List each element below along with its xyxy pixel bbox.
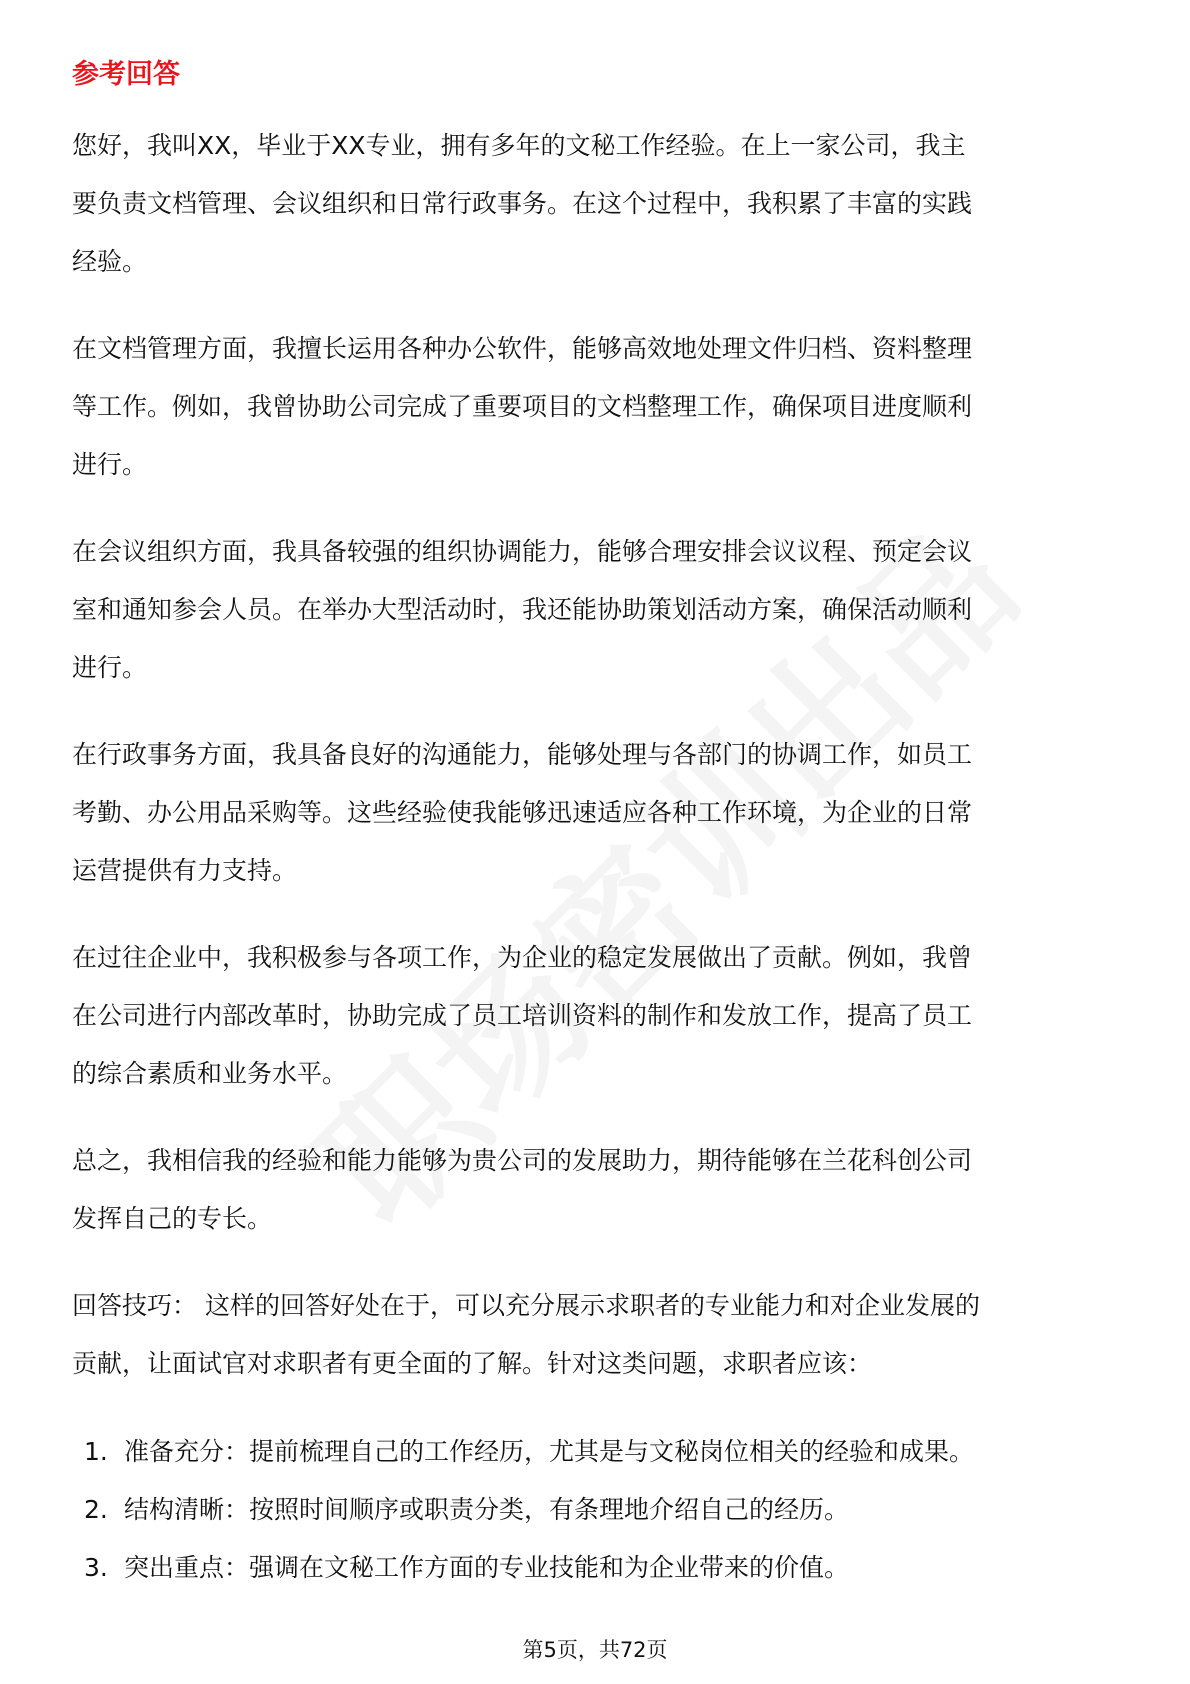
text-line: 在过往企业中，我积极参与各项工作，为企业的稳定发展做出了贡献。例如，我曾 <box>72 943 973 972</box>
text-line: 要负责文档管理、会议组织和日常行政事务。在这个过程中，我积累了丰富的实践 <box>72 189 973 218</box>
section-title: 参考回答 <box>72 59 180 90</box>
text-line: 贡献，让面试官对求职者有更全面的了解。针对这类问题，求职者应该： <box>72 1349 873 1378</box>
text-line: 总之，我相信我的经验和能力能够为贵公司的发展助力，期待能够在兰花科创公司 <box>72 1146 973 1175</box>
list-item <box>84 1423 974 1481</box>
list-text: 准备充分：提前梳理自己的工作经历，尤其是与文秘岗位相关的经验和成果。 <box>124 1437 975 1466</box>
list-number: 2. <box>84 1495 108 1524</box>
text-line: 在行政事务方面，我具备良好的沟通能力，能够处理与各部门的协调工作，如员工 <box>72 740 973 769</box>
paragraph-contribution <box>72 929 972 1103</box>
list-item <box>84 1481 849 1539</box>
list-number: 3. <box>84 1553 108 1582</box>
text-line: 室和通知参会人员。在举办大型活动时，我还能协助策划活动方案，确保活动顺利 <box>72 595 973 624</box>
paragraph-summary <box>72 1132 972 1248</box>
text-line: 发挥自己的专长。 <box>72 1204 273 1233</box>
text-line: 的综合素质和业务水平。 <box>72 1059 348 1088</box>
text-line: 等工作。例如，我曾协助公司完成了重要项目的文档整理工作，确保项目进度顺利 <box>72 392 973 421</box>
list-text: 结构清晰：按照时间顺序或职责分类，有条理地介绍自己的经历。 <box>124 1495 850 1524</box>
list-number: 1. <box>84 1437 108 1466</box>
list-item <box>84 1539 849 1597</box>
paragraph-documents <box>72 320 972 494</box>
text-line: 在会议组织方面，我具备较强的组织协调能力，能够合理安排会议议程、预定会议 <box>72 537 973 566</box>
list-text: 突出重点：强调在文秘工作方面的专业技能和为企业带来的价值。 <box>124 1553 850 1582</box>
paragraph-admin <box>72 726 972 900</box>
text-line: 进行。 <box>72 450 148 479</box>
page-number: 第5页，共72页 <box>522 1638 668 1662</box>
text-line: 您好，我叫XX，毕业于XX专业，拥有多年的文秘工作经验。在上一家公司，我主 <box>72 131 966 160</box>
text-line: 经验。 <box>72 247 148 276</box>
paragraph-meetings <box>72 523 972 697</box>
text-line: 运营提供有力支持。 <box>72 856 298 885</box>
text-line: 进行。 <box>72 653 148 682</box>
text-line: 回答技巧： 这样的回答好处在于，可以充分展示求职者的专业能力和对企业发展的 <box>72 1291 980 1320</box>
paragraph-tips <box>72 1277 980 1393</box>
text-line: 考勤、办公用品采购等。这些经验使我能够迅速适应各种工作环境，为企业的日常 <box>72 798 973 827</box>
paragraph-intro <box>72 117 972 291</box>
text-line: 在公司进行内部改革时，协助完成了员工培训资料的制作和发放工作，提高了员工 <box>72 1001 973 1030</box>
text-line: 在文档管理方面，我擅长运用各种办公软件，能够高效地处理文件归档、资料整理 <box>72 334 973 363</box>
